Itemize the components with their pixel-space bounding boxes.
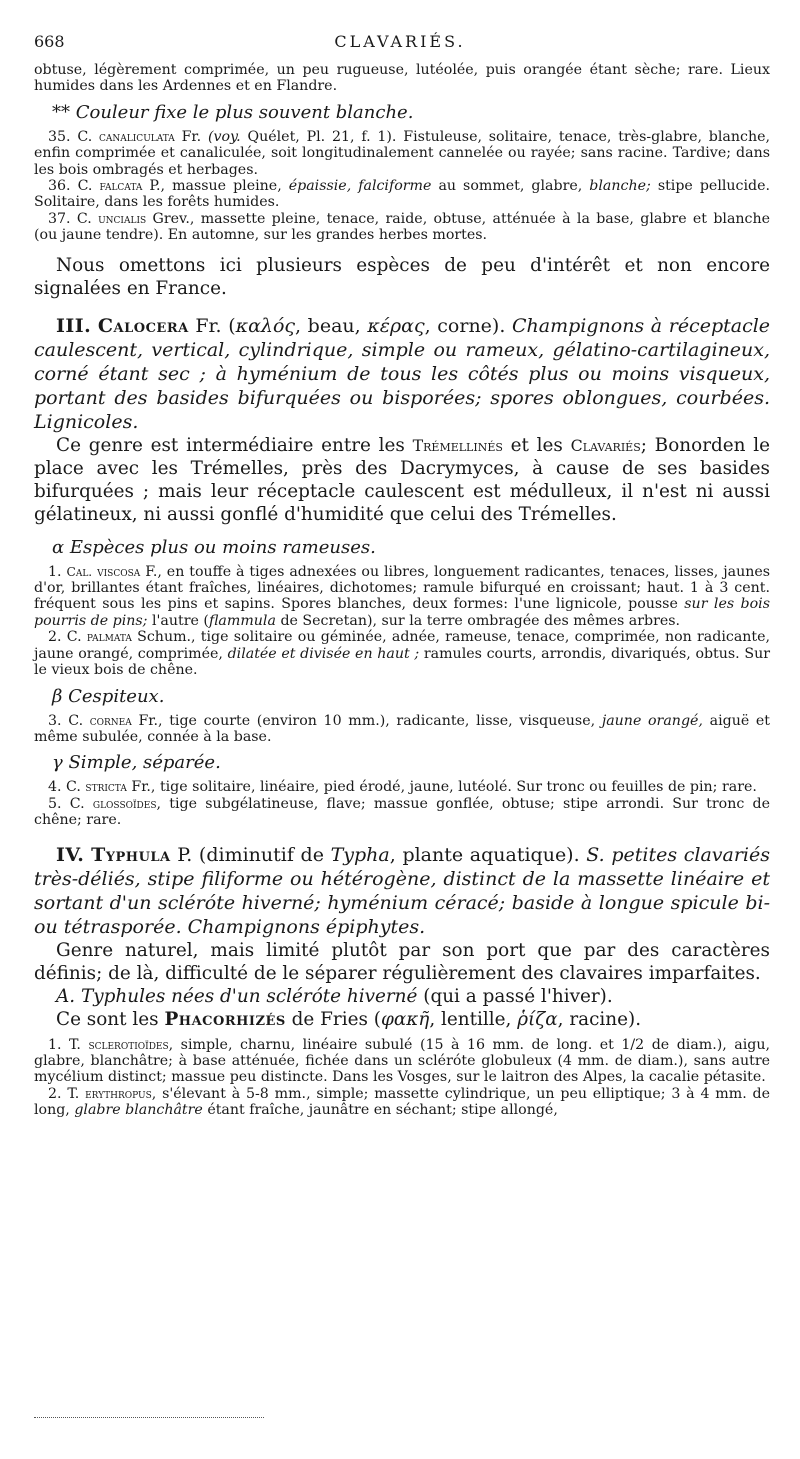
subsection-heading: ** Couleur fixe le plus souvent blanche. <box>52 101 414 123</box>
calocera-entry-4: 4. C. stricta Fr., tige solitaire, linéaire, pied érodé, jaune, lutéolé. Sur tronc ou feuilles de pin; rare. <box>48 779 757 796</box>
page-header <box>34 32 766 56</box>
typhula-group-a: A. Typhules nées d'un scléróte hiverné (qui a passé l'hiver). <box>56 985 613 1007</box>
running-title: CLAVARIÉS. <box>334 32 466 51</box>
calocera-paragraph: Ce genre est intermédiaire entre les Trémellinés et les Clavariés; Bonorden le place avec les Trémelles, près des Dacrymyces, à cause de ses basides bifurquées ; mais leur réceptacle caulescent est médulleux, il n'est ni aussi gélatineux, ni aussi gonflé d'humidité que celui des Trémelles. <box>34 434 770 525</box>
page-body <box>34 62 770 1119</box>
typhula-paragraph: Genre naturel, mais limité plutôt par son port que par des caractères définis; de là, difficulté de le séparer régulièrement des clavaires imparfaites. <box>34 939 770 984</box>
footer-rule <box>34 1417 264 1418</box>
group-gamma-heading: γ Simple, séparée. <box>52 752 221 774</box>
species-entry-35: 35. C. canaliculata Fr. (voy. Quélet, Pl. 21, f. 1). Fistuleuse, solitaire, tenace, très-glabre, blanche, enfin comprimée et canaliculée, soit longitudinalement cannelée ou rayée; sans racine. Tardive; dans les bois ombragés et herbages. <box>34 128 770 178</box>
calocera-entry-2: 2. C. palmata Schum., tige solitaire ou géminée, adnée, rameuse, tenace, comprimée, non radicante, jaune orangé, comprimée, dilatée et divisée en haut ; ramules courts, arrondis, divariqués, obtus. Sur le vieux bois de chêne. <box>34 629 771 679</box>
continued-entry: obtuse, légèrement comprimée, un peu rugueuse, lutéolée, puis orangée étant sèche; rare. Lieux humides dans les Ardennes et en Flandre. <box>34 62 770 95</box>
calocera-entry-1: 1. Cal. viscosa F., en touffe à tiges adnexées ou libres, longuement radicantes, tenaces, lisses, jaunes d'or, brillantes étant fraîches, linéaires, dichotomes; ramule bifurqué en croissant; haut. 1 à 3 cent. fréquent sous les pins et sapins. Spores blanches, deux formes: l'une lignicole, pousse sur les bois pourris de pins; l'autre (flammula de Secretan), sur la terre ombragée des mêmes arbres. <box>34 563 771 629</box>
phacorhizes-line: Ce sont les Phacorhizés de Fries (φακῆ, lentille, ῥίζα, racine). <box>56 1008 642 1030</box>
calocera-entry-3: 3. C. cornea Fr., tige courte (environ 10 mm.), radicante, lisse, visqueuse, jaune orangé, aiguë et même subulée, connée à la base. <box>34 712 771 745</box>
page-number: 668 <box>34 32 65 51</box>
species-entry-36: 36. C. falcata P., massue pleine, épaissie, falciforme au sommet, glabre, blanche; stipe pellucide. Solitaire, dans les forêts humides. <box>34 178 770 211</box>
genus-typhula: IV. Typhula P. (diminutif de Typha, plante aquatique). S. petites clavariés très-déliés, stipe filiforme ou hétérogène, distinct de la massette linéaire et sortant d'un scléróte hiverné; hyménium céracé; baside à longue spicule bi- ou tétrasporée. Champignons épiphytes. <box>34 843 770 938</box>
species-entry-37: 37. C. uncialis Grev., massette pleine, tenace, raide, obtuse, atténuée à la base, glabre et blanche (ou jaune tendre). En automne, sur les grandes herbes mortes. <box>34 210 771 244</box>
group-beta-heading: β Cespiteux. <box>52 685 165 707</box>
typhula-entry-2: 2. T. erythropus, s'élevant à 5-8 mm., simple; massette cylindrique, un peu elliptique; 3 à 4 mm. de long, glabre blanchâtre étant fraîche, jaunâtre en séchant; stipe allongé, <box>34 1085 771 1119</box>
genus-calocera: III. Calocera Fr. (καλός, beau, κέρας, corne). Champignons à réceptacle caulescent, vertical, cylindrique, simple ou rameux, gélatino-cartilagineux, corné étant sec ; à hyménium de tous les côtés plus ou moins visqueux, portant des basides bifurquées ou bisporées; spores oblongues, courbées. Lignicoles. <box>34 314 771 433</box>
omission-note: Nous omettons ici plusieurs espèces de peu d'intérêt et non encore signalées en France. <box>34 254 770 299</box>
calocera-entry-5: 5. C. glossoïdes, tige subgélatineuse, flave; massue gonflée, obtuse; stipe arrondi. Sur tronc de chêne; rare. <box>34 795 771 829</box>
group-alpha-heading: α Espèces plus ou moins rameuses. <box>52 536 376 558</box>
typhula-entry-1: 1. T. sclerotioïdes, simple, charnu, linéaire subulé (15 à 16 mm. de long. et 1/2 de diam.), aigu, glabre, blanchâtre; à base atténuée, fichée dans un scléróte globuleux (4 mm. de diam.), sans autre mycélium distinct; massue peu distincte. Dans les Vosges, sur le laitron des Alpes, la cacalie pétasite. <box>34 1036 771 1086</box>
